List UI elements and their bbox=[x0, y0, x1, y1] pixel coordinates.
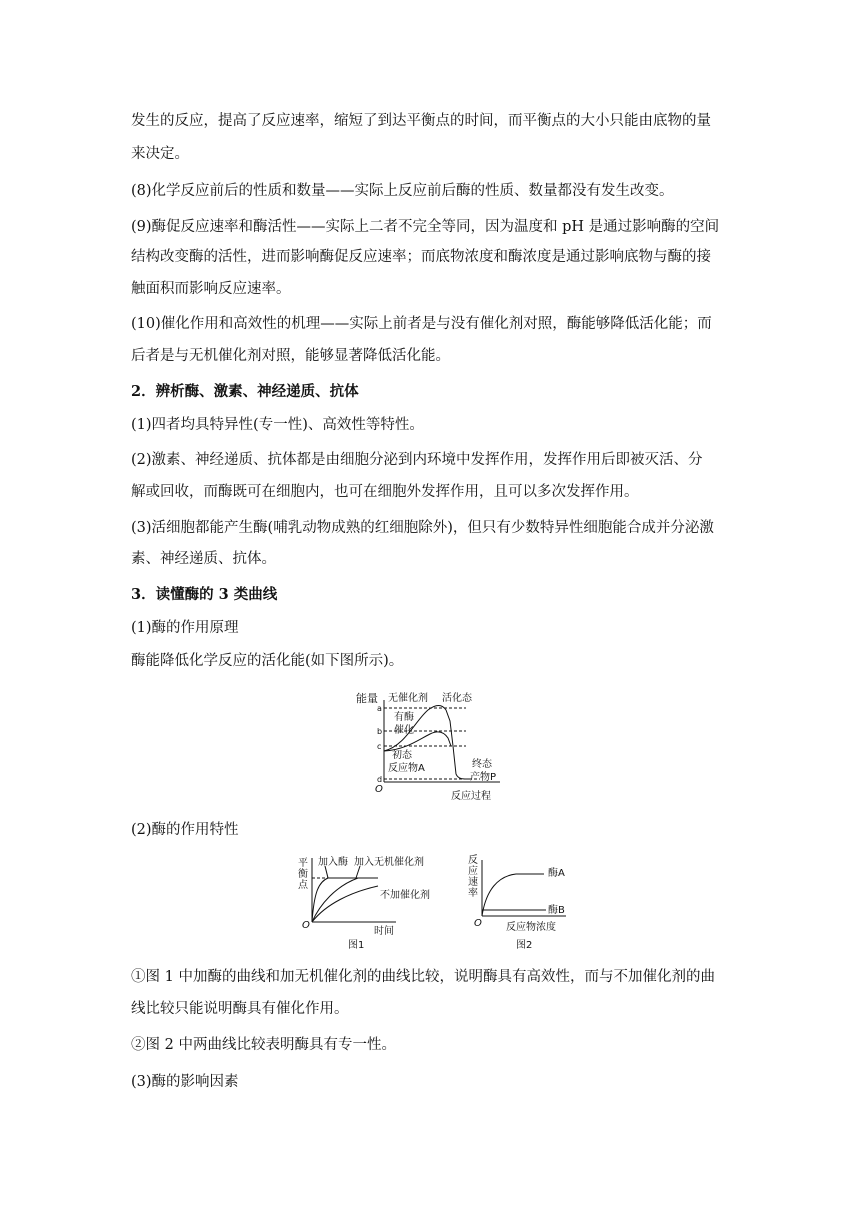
figure-caption: 图2 bbox=[516, 940, 533, 951]
paragraph-line: 后者是与无机催化剂对照，能够显著降低活化能。 bbox=[131, 348, 450, 364]
tick-a: a bbox=[377, 704, 382, 713]
y-label-char: 速 bbox=[468, 877, 478, 888]
paragraph-line: (10)催化作用和高效性的机理——实际上前者是与没有催化剂对照，酶能够降低活化能；而 bbox=[131, 316, 712, 332]
reactant-label: 反应物A bbox=[388, 763, 425, 774]
paragraph-line: ①图 1 中加酶的曲线和加无机催化剂的曲线比较，说明酶具有高效性，而与不加催化剂的曲 bbox=[131, 969, 715, 985]
enzyme-a-label: 酶A bbox=[548, 868, 565, 879]
y-label-char: 平 bbox=[298, 858, 308, 869]
paragraph-line: 酶能降低化学反应的活化能(如下图所示)。 bbox=[131, 653, 404, 669]
paragraph-line: (1)四者均具特异性(专一性)、高效性等特性。 bbox=[131, 417, 424, 433]
paragraph-line: 线比较只能说明酶具有催化作用。 bbox=[131, 1001, 349, 1017]
y-label-char: 衡 bbox=[298, 869, 308, 880]
figure-1 bbox=[296, 854, 446, 954]
enzyme-label-1: 有酶 bbox=[394, 712, 414, 723]
enzyme-label: 加入酶 bbox=[318, 857, 348, 868]
inorganic-label: 加入无机催化剂 bbox=[354, 857, 424, 868]
paragraph-line: 来决定。 bbox=[131, 146, 189, 162]
no-catalyst-label: 无催化剂 bbox=[388, 693, 428, 704]
y-label-char: 反 bbox=[468, 855, 478, 866]
tick-b: b bbox=[377, 727, 383, 736]
x-axis-label: 反应物浓度 bbox=[506, 922, 556, 933]
initial-state-label: 初态 bbox=[392, 750, 412, 761]
y-label-char: 率 bbox=[468, 888, 478, 899]
origin-label: O bbox=[375, 784, 383, 795]
active-state-label: 活化态 bbox=[442, 693, 472, 704]
origin-label: O bbox=[474, 918, 482, 929]
inorganic-curve bbox=[312, 878, 378, 922]
section-heading: 3．读懂酶的 3 类曲线 bbox=[131, 586, 278, 603]
paragraph-line: (8)化学反应前后的性质和数量——实际上反应前后酶的性质、数量都没有发生改变。 bbox=[131, 183, 674, 199]
product-label: 产物P bbox=[470, 772, 497, 783]
enzyme-label-2: 催化 bbox=[394, 725, 414, 736]
x-axis-label: 时间 bbox=[374, 926, 394, 937]
final-state-label: 终态 bbox=[472, 759, 492, 770]
paragraph-line: 素、神经递质、抗体。 bbox=[131, 551, 276, 567]
no-catalyst-curve bbox=[312, 886, 378, 922]
paragraph-line: (3)酶的影响因素 bbox=[131, 1074, 239, 1090]
origin-label: O bbox=[302, 920, 310, 931]
figure-caption: 图1 bbox=[348, 940, 365, 951]
paragraph-line: (9)酶促反应速率和酶活性——实际上二者不完全等同，因为温度和 pH 是通过影响酶的空间 bbox=[131, 219, 720, 235]
paragraph-line: 触面积而影响反应速率。 bbox=[131, 281, 291, 297]
paragraph-line: 解或回收，而酶既可在细胞内，也可在细胞外发挥作用，且可以多次发挥作用。 bbox=[131, 484, 639, 500]
enzyme-b-label: 酶B bbox=[548, 905, 565, 916]
y-label-char: 应 bbox=[468, 866, 478, 877]
paragraph-line: 发生的反应，提高了反应速率，缩短了到达平衡点的时间，而平衡点的大小只能由底物的量 bbox=[131, 113, 711, 129]
figure-2 bbox=[466, 850, 586, 954]
paragraph-line: (2)激素、神经递质、抗体都是由细胞分泌到内环境中发挥作用，发挥作用后即被灭活、分 bbox=[131, 452, 703, 468]
paragraph-line: (1)酶的作用原理 bbox=[131, 620, 239, 636]
no-catalyst-label: 不加催化剂 bbox=[380, 890, 430, 901]
tick-c: c bbox=[377, 742, 382, 751]
y-axis-label: 能量 bbox=[356, 692, 378, 705]
tick-d: d bbox=[377, 775, 383, 784]
paragraph-line: ②图 2 中两曲线比较表明酶具有专一性。 bbox=[131, 1037, 396, 1053]
paragraph-line: (3)活细胞都能产生酶(哺乳动物成熟的红细胞除外)，但只有少数特异性细胞能合成并分泌激 bbox=[131, 520, 714, 536]
paragraph-line: 结构改变酶的活性，进而影响酶促反应速率；而底物浓度和酶浓度是通过影响底物与酶的接 bbox=[131, 249, 711, 265]
y-label-char: 点 bbox=[298, 880, 308, 891]
paragraph-line: (2)酶的作用特性 bbox=[131, 822, 239, 838]
section-heading: 2．辨析酶、激素、神经递质、抗体 bbox=[131, 383, 359, 400]
energy-diagram bbox=[350, 686, 510, 806]
x-axis-label: 反应过程 bbox=[451, 791, 491, 802]
